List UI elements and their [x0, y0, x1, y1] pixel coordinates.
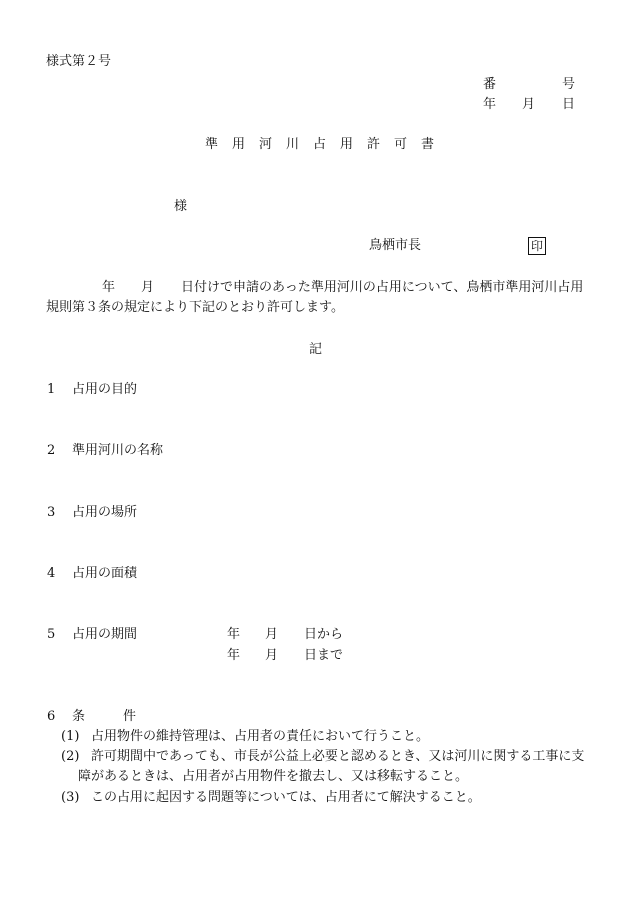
period-to-day: 日まで — [304, 648, 344, 663]
date-day-label: 日 — [562, 97, 576, 112]
period-from-day: 日から — [304, 627, 344, 642]
body-text-line1: 日付けで申請のあった準用河川の占用について、鳥栖市準用河川占用 — [181, 280, 584, 295]
item-label-purpose: 占用の目的 — [72, 382, 138, 397]
document-title — [205, 137, 445, 153]
issuer-name: 鳥栖市長 — [369, 238, 422, 253]
item-number: 2 — [47, 443, 56, 458]
condition-text: 占用物件の維持管理は、占用者の責任において行うこと。 — [91, 729, 430, 744]
date-month-label: 月 — [522, 97, 536, 112]
title-char: 河 — [259, 137, 273, 152]
body-month: 月 — [141, 280, 155, 295]
item-label-area: 占用の面積 — [72, 566, 138, 581]
title-char: 用 — [340, 137, 354, 152]
form-number: 様式第２号 — [46, 54, 112, 69]
body-text-line2: 規則第３条の規定により下記のとおり許可します。 — [46, 300, 344, 315]
number-label-go: 号 — [562, 77, 576, 92]
recipient-honorific: 様 — [174, 199, 188, 214]
number-label-ban: 番 — [483, 77, 497, 92]
seal-mark: 印 — [528, 237, 546, 255]
conditions-heading-char: 件 — [123, 709, 137, 724]
condition-text: この占用に起因する問題等については、占用者にて解決すること。 — [91, 790, 481, 805]
ki-heading: 記 — [309, 342, 323, 357]
title-char: 書 — [421, 137, 435, 152]
item-number: 4 — [47, 566, 56, 581]
item-number: 5 — [47, 627, 56, 642]
item-label-river-name: 準用河川の名称 — [72, 443, 164, 458]
item-label-period: 占用の期間 — [72, 627, 138, 642]
title-char: 許 — [367, 137, 381, 152]
condition-number: (2) — [61, 749, 80, 764]
condition-text-continued: 障があるときは、占用者が占用物件を撤去し、又は移転すること。 — [78, 769, 469, 784]
title-char: 川 — [286, 137, 300, 152]
conditions-heading-char: 条 — [72, 709, 86, 724]
condition-text: 許可期間中であっても、市長が公益上必要と認めるとき、又は河川に関する工事に支 — [91, 749, 585, 764]
title-char: 準 — [205, 137, 219, 152]
conditions-number: 6 — [47, 709, 56, 724]
item-number: 1 — [47, 382, 56, 397]
title-char: 可 — [394, 137, 408, 152]
condition-number: (3) — [61, 790, 80, 805]
period-from-year: 年 — [227, 627, 241, 642]
item-label-place: 占用の場所 — [72, 505, 138, 520]
title-char: 用 — [232, 137, 246, 152]
title-char: 占 — [313, 137, 327, 152]
period-to-month: 月 — [265, 648, 279, 663]
period-to-year: 年 — [227, 648, 241, 663]
period-from-month: 月 — [265, 627, 279, 642]
date-year-label: 年 — [483, 97, 497, 112]
condition-number: (1) — [61, 729, 80, 744]
item-number: 3 — [47, 505, 56, 520]
body-year: 年 — [102, 280, 116, 295]
